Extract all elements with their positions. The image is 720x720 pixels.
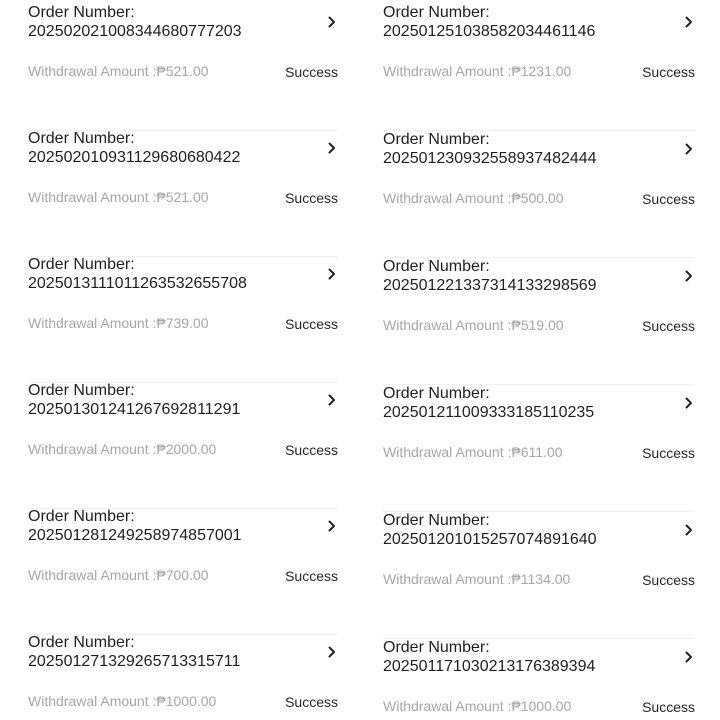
withdrawal-amount xyxy=(383,570,570,588)
order-number-value: 202501271329265713315711 xyxy=(28,653,241,670)
amount-row xyxy=(383,443,695,461)
withdrawal-amount xyxy=(28,440,216,458)
amount-row xyxy=(28,440,338,458)
withdrawal-record-item[interactable] xyxy=(383,4,695,131)
status-text: Success xyxy=(642,699,695,715)
withdrawal-amount xyxy=(383,189,564,207)
withdrawal-record-item[interactable] xyxy=(28,256,338,383)
order-number-value: 202501251038582034461146 xyxy=(383,23,596,40)
withdrawal-amount-label: Withdrawal Amount : xyxy=(28,693,157,709)
chevron-right-icon[interactable] xyxy=(326,392,338,408)
chevron-right-icon[interactable] xyxy=(326,266,338,282)
amount-row xyxy=(28,62,338,80)
order-number-value: 202501171030213176389394 xyxy=(383,658,596,675)
status-text: Success xyxy=(285,694,338,710)
withdrawal-record-item[interactable] xyxy=(383,258,695,385)
status-text: Success xyxy=(285,190,338,206)
status-text: Success xyxy=(642,572,695,588)
withdrawal-record-item[interactable] xyxy=(383,639,695,720)
status-text: Success xyxy=(285,442,338,458)
withdrawal-record-item[interactable] xyxy=(383,385,695,512)
withdrawal-amount-label: Withdrawal Amount : xyxy=(28,567,157,583)
order-number-value: 202501201015257074891640 xyxy=(383,531,597,548)
withdrawal-amount-label: Withdrawal Amount : xyxy=(383,571,512,587)
withdrawal-amount xyxy=(383,697,571,715)
withdrawal-record-item[interactable] xyxy=(28,508,338,635)
order-number-label: Order Number: xyxy=(28,4,135,21)
chevron-right-icon[interactable] xyxy=(326,140,338,156)
chevron-right-icon[interactable] xyxy=(683,141,695,157)
chevron-right-icon[interactable] xyxy=(683,395,695,411)
order-number-label: Order Number: xyxy=(28,130,135,147)
order-number-label: Order Number: xyxy=(383,131,490,148)
withdrawal-amount-value: ₱1000.00 xyxy=(156,693,217,709)
chevron-right-icon[interactable] xyxy=(683,522,695,538)
withdrawal-amount-label: Withdrawal Amount : xyxy=(383,698,512,714)
amount-row xyxy=(28,692,338,710)
withdrawal-amount xyxy=(383,443,563,461)
chevron-right-icon[interactable] xyxy=(326,518,338,534)
status-text: Success xyxy=(642,64,695,80)
withdrawal-amount xyxy=(28,314,209,332)
order-number-label: Order Number: xyxy=(383,639,490,656)
withdrawal-amount xyxy=(28,566,209,584)
withdrawal-amount xyxy=(383,62,571,80)
amount-row xyxy=(383,62,695,80)
order-number-value: 202502021008344680777203 xyxy=(28,23,242,40)
status-text: Success xyxy=(642,445,695,461)
withdrawal-amount-value: ₱611.00 xyxy=(511,444,563,460)
chevron-right-icon[interactable] xyxy=(326,644,338,660)
amount-row xyxy=(383,570,695,588)
order-number-label: Order Number: xyxy=(383,4,490,21)
amount-row xyxy=(28,566,338,584)
withdrawal-amount-value: ₱521.00 xyxy=(156,63,209,79)
withdrawal-amount-label: Withdrawal Amount : xyxy=(383,190,512,206)
withdrawal-amount-value: ₱2000.00 xyxy=(156,441,217,457)
withdrawal-amount-label: Withdrawal Amount : xyxy=(28,189,157,205)
order-number-value: 202501301241267692811291 xyxy=(28,401,241,418)
withdrawal-amount-label: Withdrawal Amount : xyxy=(28,63,157,79)
order-number-label: Order Number: xyxy=(28,508,135,525)
withdrawal-amount-label: Withdrawal Amount : xyxy=(28,315,157,331)
withdrawal-record-item[interactable] xyxy=(28,382,338,509)
withdrawal-amount-value: ₱700.00 xyxy=(156,567,209,583)
status-text: Success xyxy=(642,191,695,207)
withdrawal-amount-value: ₱1231.00 xyxy=(511,63,572,79)
order-number-value: 202501221337314133298569 xyxy=(383,277,597,294)
withdrawal-amount xyxy=(28,692,216,710)
withdrawal-amount-value: ₱500.00 xyxy=(511,190,564,206)
withdrawal-record-item[interactable] xyxy=(28,634,338,720)
withdrawal-amount-label: Withdrawal Amount : xyxy=(383,444,512,460)
amount-row xyxy=(28,314,338,332)
withdrawal-amount-value: ₱521.00 xyxy=(156,189,209,205)
order-number-label: Order Number: xyxy=(28,634,135,651)
order-number-value: 202502010931129680680422 xyxy=(28,149,241,166)
withdrawal-amount xyxy=(28,62,209,80)
amount-row xyxy=(28,188,338,206)
amount-row xyxy=(383,316,695,334)
amount-row xyxy=(383,189,695,207)
withdrawal-amount-value: ₱739.00 xyxy=(156,315,209,331)
withdrawal-amount-value: ₱1000.00 xyxy=(511,698,572,714)
chevron-right-icon[interactable] xyxy=(683,14,695,30)
withdrawal-amount-label: Withdrawal Amount : xyxy=(383,317,512,333)
order-number-label: Order Number: xyxy=(383,512,490,529)
chevron-right-icon[interactable] xyxy=(683,268,695,284)
right-record-column xyxy=(383,0,695,720)
order-number-value: 202501211009333185110235 xyxy=(383,404,595,421)
amount-row xyxy=(383,697,695,715)
withdrawal-record-item[interactable] xyxy=(28,130,338,257)
chevron-right-icon[interactable] xyxy=(326,14,338,30)
status-text: Success xyxy=(285,568,338,584)
order-number-value: 2025013111011263532655708 xyxy=(28,275,247,292)
status-text: Success xyxy=(285,64,338,80)
withdrawal-record-item[interactable] xyxy=(383,131,695,258)
withdrawal-amount-label: Withdrawal Amount : xyxy=(383,63,512,79)
withdrawal-amount-value: ₱519.00 xyxy=(511,317,564,333)
withdrawal-amount-value: ₱1134.00 xyxy=(511,571,571,587)
order-number-label: Order Number: xyxy=(28,382,135,399)
order-number-label: Order Number: xyxy=(383,258,490,275)
chevron-right-icon[interactable] xyxy=(683,649,695,665)
order-number-value: 202501281249258974857001 xyxy=(28,527,242,544)
withdrawal-amount xyxy=(28,188,209,206)
left-record-column xyxy=(28,0,338,720)
withdrawal-amount-label: Withdrawal Amount : xyxy=(28,441,157,457)
status-text: Success xyxy=(642,318,695,334)
order-number-value: 202501230932558937482444 xyxy=(383,150,597,167)
order-number-label: Order Number: xyxy=(383,385,490,402)
withdrawal-record-item[interactable] xyxy=(383,512,695,639)
status-text: Success xyxy=(285,316,338,332)
withdrawal-record-item[interactable] xyxy=(28,4,338,131)
withdrawal-amount xyxy=(383,316,564,334)
order-number-label: Order Number: xyxy=(28,256,135,273)
